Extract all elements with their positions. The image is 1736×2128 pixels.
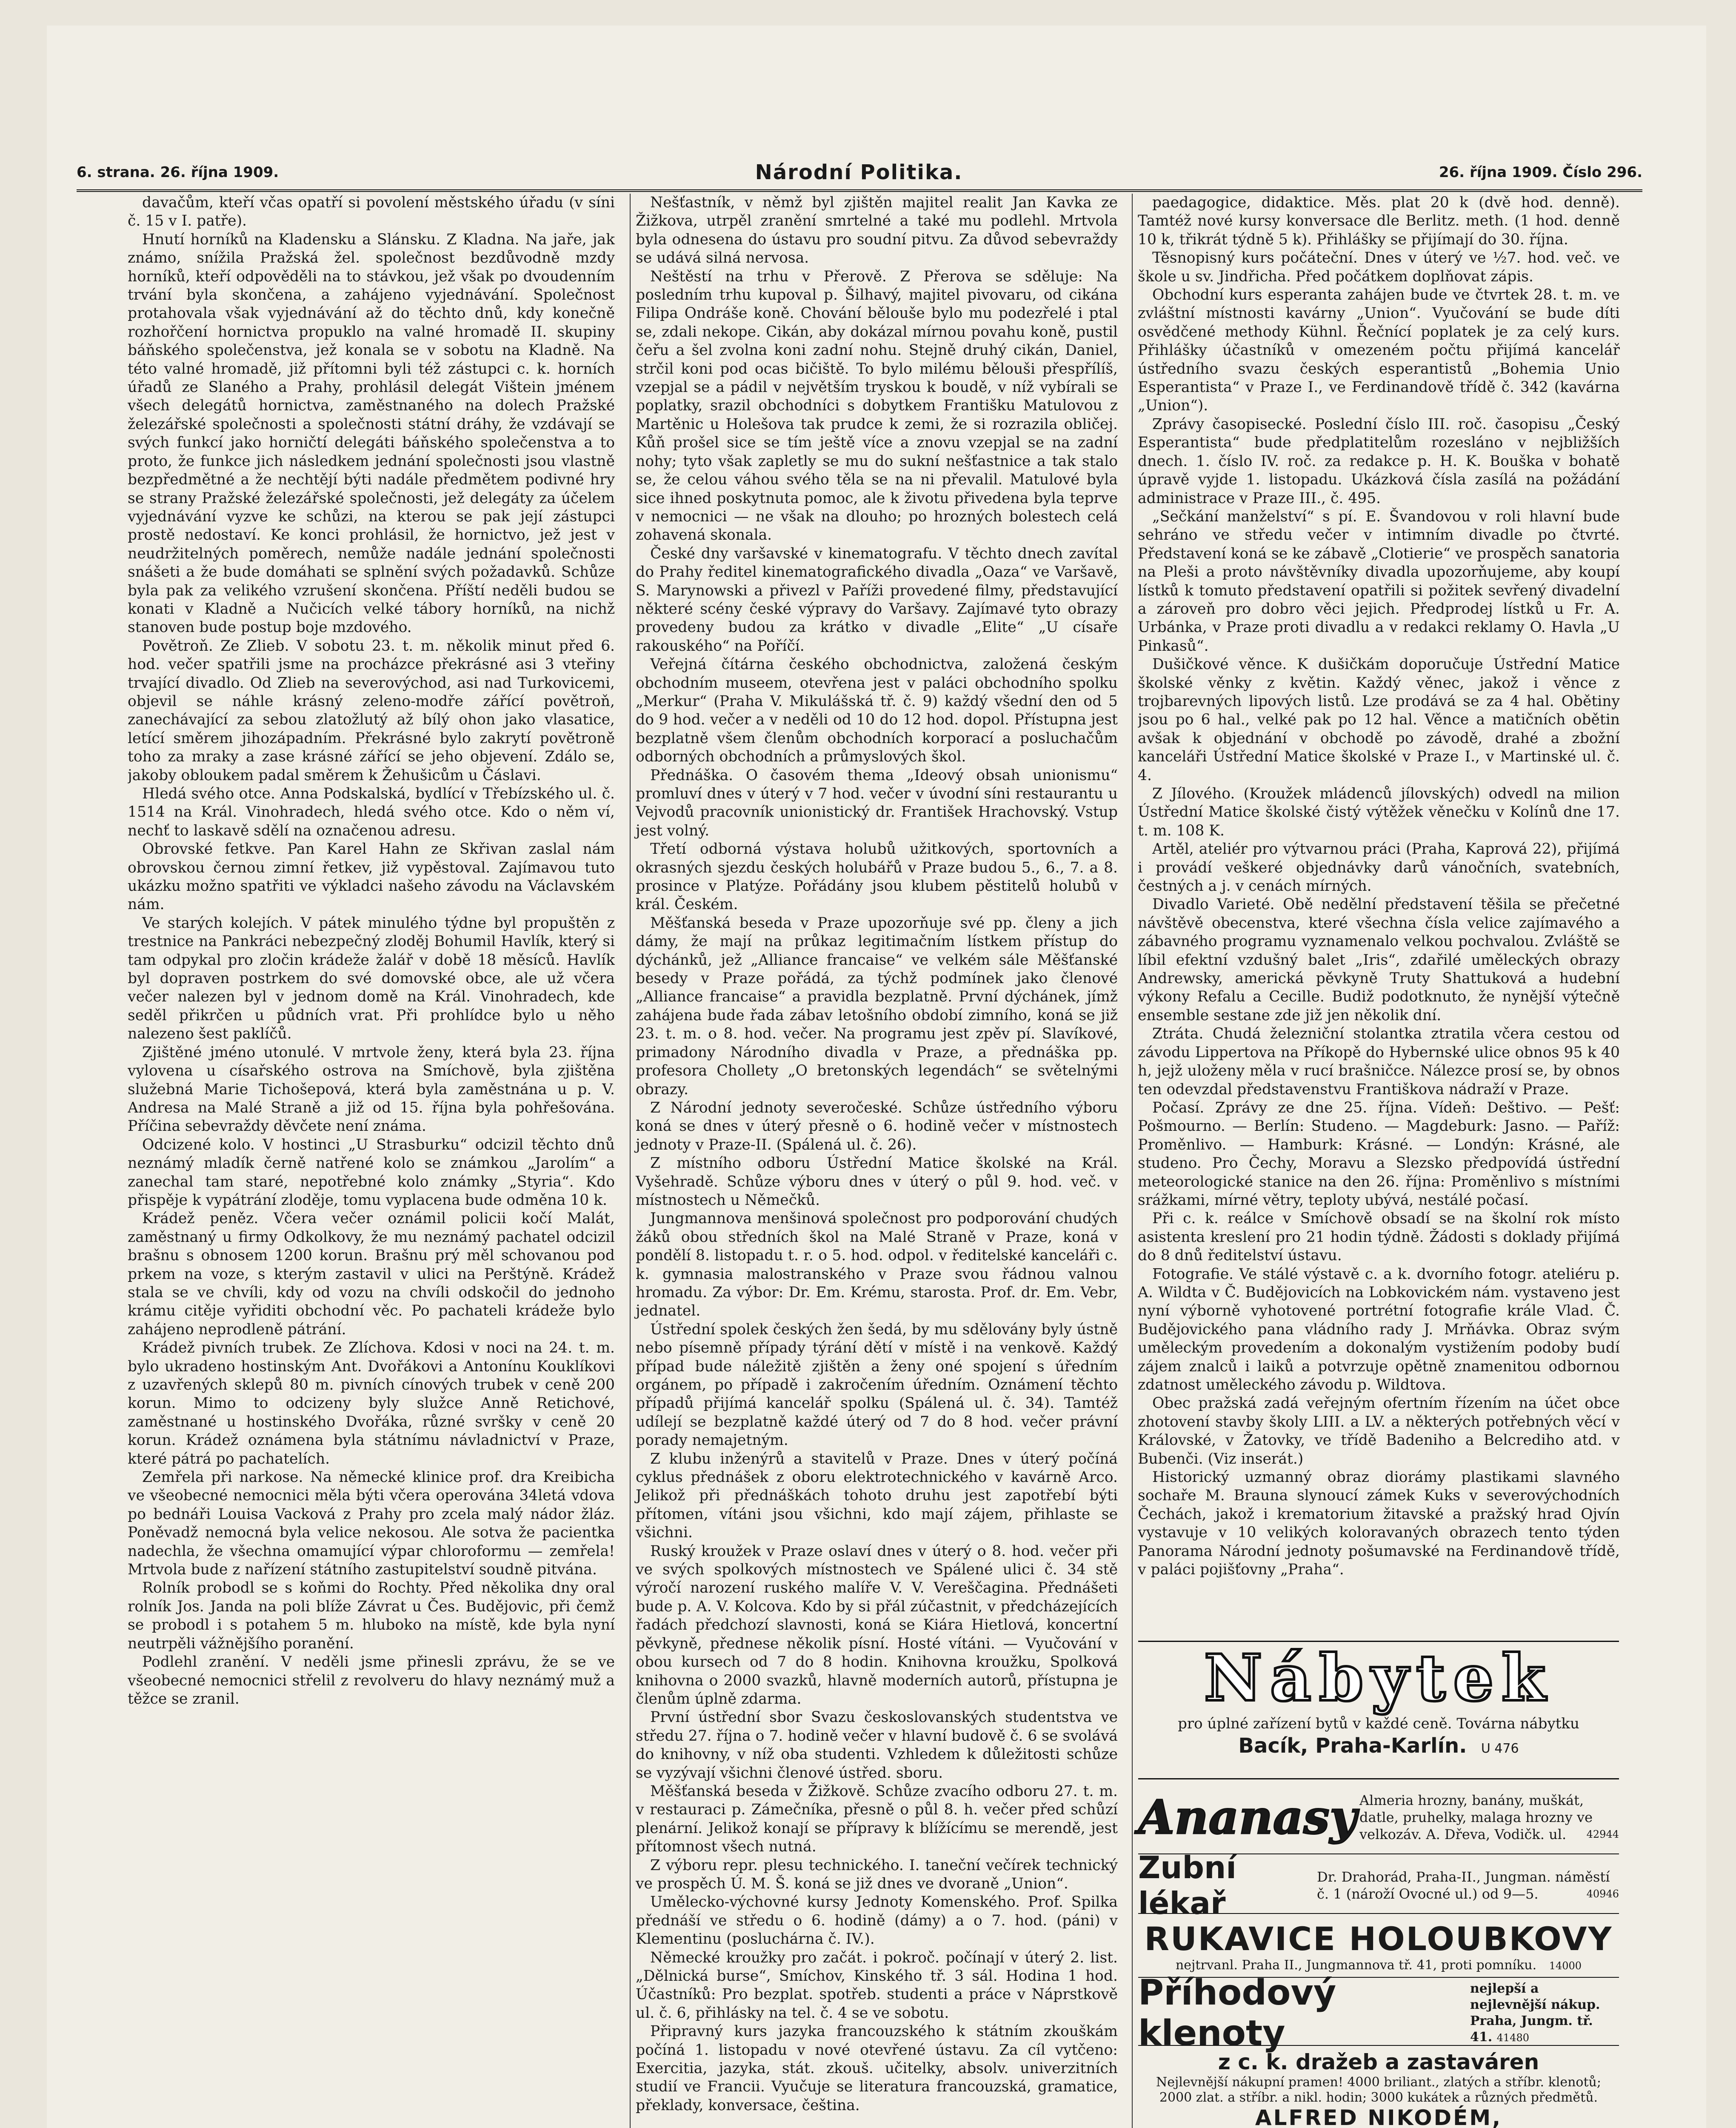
ad-ananas-title: Ananasy — [1138, 1790, 1357, 1845]
article: Krádež pivních trubek. Ze Zlíchova. Kdosi v noci na 24. t. m. bylo ukradeno hostinským Ant. Dvořákovi a Antonínu Kouklíkovi z uzavřených sklepů 80 m. pivních cínových trubek v ceně 200 korun. Mimo to odcizeny byly služce Anně Retichové, zaměstnané u hostinského Dvořáka, různé svršky v ceně 20 korun. Krádež oznámena byla státnímu návladnictví v Praze, které pátrá po pachatelích. — [128, 1339, 615, 1467]
article: Jungmannova menšinová společnost pro podporování chudých žáků obou středních škol na Malé Straně v Praze, koná v pondělí 8. listopadu t. r. o 5. hod. odpol. v ředitelské kanceláři c. k. gymnasia malostranského v Praze svou řádnou valnou hromadu. Za výbor: Dr. Em. Krému, starosta. Prof. dr. Em. Vebr, jednatel. — [636, 1210, 1118, 1320]
article: Historický uzmanný obraz diorámy plastikami slavného sochaře M. Brauna slynoucí zámek Kuks v severovýchodních Čechách, jakož i krematorium žitavské a pražský hrad Ojvín vystavuje v 10 velikých koloravaných obrazech tento týden Panorama Národní jednoty pošumavské na Ferdinandově třídě, v paláci pojišťovny „Praha“. — [1138, 1469, 1620, 1579]
column-1 — [128, 194, 615, 2128]
article: Neštěstí na trhu v Přerově. Z Přerova se sděluje: Na posledním trhu kupoval p. Šilhavý, majitel pivovaru, od cikána Filipa Ondráše koně. Chování bělouše bylo mu podezřelé i ptal se, zdali nekope. Cikán, aby dokázal mírnou povahu koně, pustil čeřu a šel zvolna koni zadní nohu. Stejně druhý cikán, Daniel, strčil koni pod ocas bičiště. To bylo milému bělouši přespřílíš, vzepjal se a pádil v největším tryskou k boudě, v níž vybírali se poplatky, srazil obchodníci s dobytkem Františku Matulovou z Martěnic u Holešova tak prudce k zemi, že si rozrazila obličej. Kůň prošel sice se tím ještě více a znovu vzepjal se na zadní nohy; tyto však zapletly se mu do sukní nešťastnice a tak stalo se, že celou váhou svého těla se na ni převalil. Matulové byla sice ihned poskytnuta pomoc, ale k životu přivedena byla teprve v nemocnici — ne však na dlouho; po hrozných bolestech celá zohavená skonala. — [636, 268, 1118, 544]
article: Nešťastník, v němž byl zjištěn majitel realit Jan Kavka ze Žižkova, utrpěl zranění smrtelné a také mu podlehl. Mrtvola byla odnesena do ústavu pro soudní pitvu. Za důvod sebevraždy se udává silná nervosa. — [636, 194, 1118, 267]
article: Ústřední spolek českých žen šedá, by mu sdělovány byly ústně nebo písemně případy týrání dětí v místě i na venkově. Každý případ bude náležitě zjištěn a ženy oné spojení s úředním orgánem, po případě i zakročením úředním. Oznámení těchto případů přijímá kancelář spolku (Spálená ul. č. 34). Tamtéž udílejí se bezplatně každé úterý od 7 do 8 hod. večer právní porady nemajetným. — [636, 1321, 1118, 1449]
ad-code: 42944 — [1586, 1828, 1619, 1840]
ad-zubni-lekar — [1138, 1850, 1619, 1921]
article: Artěl, ateliér pro výtvarnou práci (Praha, Kaprová 22), přijímá i provádí veškeré objednávky darů vánočních, svatebních, čestných a j. v cenách mírných. — [1138, 841, 1620, 895]
article: Z Jílového. (Kroužek mládenců jílovských) odvedl na milion Ústřední Matice školské čistý výtěžek věnečku v Kolínů dne 17. t. m. 108 K. — [1138, 785, 1620, 839]
article: Z místního odboru Ústřední Matice školské na Král. Vyšehradě. Schůze výboru dnes v úterý o půl 9. hod. več. v místnostech u Němečků. — [636, 1155, 1118, 1209]
article: Z výboru repr. plesu technického. I. taneční večírek technický ve prospěch Ú. M. Š. koná se již dnes ve dvoraně „Union“. — [636, 1856, 1118, 1892]
ad-klenoty-body: nejlepší a nejlevnější nákup. Praha, Jungm. tř. 41. — [1470, 1981, 1600, 2045]
article: Dušičkové věnce. K dušičkám doporučuje Ústřední Matice školské věnky z květin. Každý věnec, jakož i věnce z trojbarevných lipových listů. Lze prodává se za 4 hal. Obětiny jsou po 6 hal., velké pak po 12 hal. Věnce a matičních obětin avšak k objednání v obchodě po závodě, drahé a zbožní kanceláři Ústřední Matice školské v Praze I., v Martinské ul. č. 4. — [1138, 656, 1620, 784]
ad-ananas-body: Almeria hrozny, banány, muškát, datle, pruhelky, malaga hrozny ve velkozáv. A. Dřeva, Vodičk. ul. — [1359, 1792, 1593, 1842]
article: Hledá svého otce. Anna Podskalská, bydlící v Třebízského ul. č. 1514 na Král. Vinohradech, hledá svého otce. Kdo o něm ví, nechť to laskavě sdělí na označenou adresu. — [128, 785, 615, 839]
article: Obrovské fetkve. Pan Karel Hahn ze Skřivan zaslal nám obrovskou černou zimní řetkev, již vypěstoval. Zajímavou tuto ukázku možno spatřiti ve výkladci našeho závodu na Václavském nám. — [128, 841, 615, 913]
article: Hnutí horníků na Kladensku a Slánsku. Z Kladna. Na jaře, jak známo, snížila Pražská žel. společnost bezdůvodně mzdy horníků, kteří odpověděli na to stávkou, jež však po dvoudenním trvání byla skončena, a zahájeno vyjednávání. Společnost protahovala však vyjednávání až do těchto dnů, kdy konečně rozhořčení hornictva propuklo na valné hromadě II. skupiny báňského společenstva, jež konala se v sobotu na Kladně. Na této valné hromadě, již přítomni byli též zástupci c. k. horních úřadů ze Slaného a Prahy, prohlásil delegát Vištein jménem všech delegátů hornictva, zaměstnaného na dolech Pražské železářské společnosti a společnosti státní dráhy, že vzdávají se svých funkcí jako horničtí delegáti báňského společenstva a to proto, že funkce jich následkem jednání společnosti jsou vlastně bezpředmětné a že nechtějí býti nadále předmětem podivné hry se strany Pražské železářské společnosti, jež delegáty za účelem vyjednávání vyzve ke schůzi, na kterou se pak její zástupci prostě nedostaví. Ke konci prohlásil, že hornictvo, jež jest v neudržitelných poměrech, nemůže nadále jednání společnosti snášeti a že bude domáhati se splnění svých požadavků. Schůze byla pak za velikého vzrušení skončena. Příští neděli budou se konati v Kladně a Nučicích velké tábory horníků, na nichž stanoven bude postup boje mzdového. — [128, 231, 615, 636]
article: Z Národní jednoty severočeské. Schůze ústředního výboru koná se dnes v úterý přesně o 6. hodině večer v místnostech jednoty v Praze-II. (Spálená ul. č. 26). — [636, 1099, 1118, 1153]
masthead-title: Národní Politika. — [755, 160, 963, 184]
ad-code: 40946 — [1586, 1888, 1619, 1900]
column-3-articles — [1138, 194, 1620, 1598]
ad-nabytek-company: Bacík, Praha-Karlín. — [1238, 1734, 1467, 1758]
article: Divadlo Varieté. Obě nedělní představení těšila se přečetné návštěvě obecenstva, které všechna čísla velice zajímavého a zábavného programu vyznamenalo velkou pochvalou. Zvláště se líbil efektní vzdušný balet „Iris“, zdařilé uměleckých obrazy Andrewsky, americká pěvkyně Truty Shattuková a hudební výkony Refalu a Cecille. Budiž podotknuto, že nynější výtečně ensemble sestane zde již jen několik dní. — [1138, 896, 1620, 1024]
ad-rukavice-title: RUKAVICE HOLOUBKOVY — [1144, 1919, 1613, 1958]
ad-nabytek-title: Nábytek — [1204, 1641, 1553, 1716]
ad-zastavarna-line3: ALFRED NIKODÉM, — [1255, 2105, 1502, 2128]
article: Fotografie. Ve stálé výstavě c. a k. dvorního fotogr. ateliéru p. A. Wildta v Č. Budějovicích na Lobkovickém nám. vystaveno jest nyní výborně vyhotovené portrétní fotografie krále Vlad. Č. Budějovického pana vládního rady J. Mrňávka. Obraz svým uměleckým provedením a dokonalým vystižením podoby budí zájem znalců i laiků a potvrzuje opětně znamenitou odbornou zdatnost uměleckého závodu p. Wildtova. — [1138, 1265, 1620, 1393]
column-2 — [630, 194, 1118, 2128]
article: Z klubu inženýrů a stavitelů v Praze. Dnes v úterý počíná cyklus přednášek z oboru elektrotechnického v kavárně Arco. Jelikož při přednáškách tohoto druhu jest zapotřebí býti přítomen, vítáni jsou všichni, kdo mají zájem, přihlaste se všichni. — [636, 1450, 1118, 1542]
ad-nabytek — [1138, 1641, 1619, 1779]
ad-ananas — [1138, 1781, 1619, 1854]
ad-code: 41480 — [1496, 2031, 1530, 2044]
article: Zprávy časopisecké. Poslední číslo III. roč. časopisu „Český Esperantista“ bude předplatitelům rozesláno v nejbližších dnech. 1. číslo IV. roč. za redakce p. H. K. Bouška v bohatě úpravě vyjde 1. listopadu. Ukázková čísla zasílá na požádání administrace v Praze III., č. 495. — [1138, 415, 1620, 507]
article: Zemřela při narkose. Na německé klinice prof. dra Kreibicha ve všeobecné nemocnici měla býti včera operována 34letá vdova po bednáři Louisa Vacková z Prahy pro zcela malý nádor žláz. Poněvadž nemocná byla velice nekosou. Ale sotva že pacientka nadechla, že všechna omamující výpar chloroformu — zemřela! Mrtvola bude z nařízení státního zastupitelství soudně pitvána. — [128, 1469, 615, 1579]
article: „Sečkání manželství“ s pí. E. Švandovou v roli hlavní bude sehráno ve středu večer v intimním divadle po čtvrté. Představení koná se ke zábavě „Clotierie“ ve prospěch sanatoria na Pleši a proto návštěvníky divadla upozorňujeme, aby koupí lístků k tomuto představení opatřili si požitek sevřený divadelní a zároveň pro dobro věci jejich. Předprodej lístků u Fr. A. Urbánka, v Praze proti divadlu a v redakci reklamy O. Havla „U Pinkasů“. — [1138, 508, 1620, 655]
ad-rukavice-body: nejtrvanl. Praha II., Jungmannova tř. 41, proti pomníku. — [1175, 1957, 1537, 1973]
article: Krádež peněz. Včera večer oznámil policii kočí Malát, zaměstnaný u firmy Odkolkovy, že mu neznámý pachatel odcizil brašnu s obnosem 1200 korun. Brašnu prý měl schovanou pod prkem na voze, s kterým zastavil v ulici na Perštýně. Krádež stala se ve chvíli, kdy od vozu na chvíli odskočil do jednoho krámu citěje vyřiditi obchodní věc. Po pachateli krádeže bylo zahájeno neprodleně pátrání. — [128, 1210, 615, 1338]
article: Umělecko-výchovné kursy Jednoty Komenského. Prof. Spilka přednáší ve středu o 6. hodině (dámy) a o 7. hod. (páni) v Klementinu (posluchárna č. IV.). — [636, 1893, 1118, 1948]
ad-code: U 476 — [1481, 1741, 1519, 1756]
ad-klenoty — [1138, 1973, 1619, 2054]
article: Při c. k. reálce v Smíchově obsadí se na školní rok místo asistenta kreslení pro 21 hodin týdně. Žádosti s doklady přijímá do 8 dnů ředitelství ústavu. — [1138, 1210, 1620, 1264]
article: Odcizené kolo. V hostinci „U Strasburku“ odcizil těchto dnů neznámý mladík černě natřené kolo se známkou „Jarolím“ a zanechal tam staré, nepotřebné kolo známky „Styria“. Kdo přispěje k vypátrání zloděje, tomu vyplacena bude odměna 10 k. — [128, 1136, 615, 1209]
article: První ústřední sbor Svazu českoslovanských studentstva ve středu 27. října o 7. hodině večer v hlavní budově č. 6 se svolává do knihovny, v níž oba studenti. Vzhledem k důležitosti schůze se vyzývají všichni členové ústřed. sboru. — [636, 1709, 1118, 1782]
article: České dny varšavské v kinematografu. V těchto dnech zavítal do Prahy ředitel kinematografického divadla „Oaza“ ve Varšavě, S. Marynowski a přivezl v Paříži provedené filmy, představující některé scény české výpravy do Varšavy. Zajímavé tyto obrazy provedeny budou za krátko v divadle „Elite“ „U císaře rakouského“ na Poříčí. — [636, 545, 1118, 655]
header-right: 26. října 1909. Číslo 296. — [1439, 164, 1642, 181]
article: Připravný kurs jazyka francouzského k státním zkouškám počíná 1. listopadu v nové otevřené ústavu. Za cíl vytčeno: Exercitia, jazyka, stát. zkouš. učitelky, absolv. univerzitních studií ve Francii. Vyučuje se literatura francouzská, gramatice, překlady, konversace, čeština. — [636, 2023, 1118, 2114]
ad-nabytek-line2 — [1138, 1733, 1619, 1762]
article: Obec pražská zadá veřejným ofertním řízením na účet obce zhotovení stavby školy LIII. a LV. a některých potřebných věcí v Královské, v Žatovky, ve třídě Badeniho a Belcrediho atd. v Bubenči. (Viz inserát.) — [1138, 1395, 1620, 1467]
article: Měšťanská beseda v Praze upozorňuje své pp. členy a jich dámy, že mají na průkaz legitimačním lístkem přístup do dýchánků, jež „Alliance francaise“ ve velkém sále Měšťanské besedy v Praze pořádá, za týchž podmínek jako členové „Alliance francaise“ a pravidla bezplatně. První dýchánek, jímž zahájena bude řada zábav letošního období zimního, koná se již 23. t. m. o 8. hod. večer. Na programu jest zpěv pí. Slavíkové, primadony Národního divadla v Praze, a přednáška pp. profesora Chollety „O bretonských legendách“ se světelnými obrazy. — [636, 914, 1118, 1098]
article: Obchodní kurs esperanta zahájen bude ve čtvrtek 28. t. m. ve zvláštní místnosti kavárny „Union“. Vyučování se bude díti osvědčené methody Kühnl. Řečnící poplatek je za celý kurs. Přihlášky účastníků v omezeném počtu přijímá kancelář ústředního svazu českých esperantistů „Bohemia Unio Esperantista“ v Praze I., ve Ferdinandově třídě č. 342 (kavárna „Union“). — [1138, 286, 1620, 415]
header-left: 6. strana. 26. října 1909. — [77, 164, 279, 181]
article: Rolník probodl se s koňmi do Rochty. Před několika dny oral rolník Jos. Janda na poli blíže Závrat u Čes. Budějovic, při čemž se probodl i s potahem 5 m. hluboko na místě, kde byla nyní neutrpěli vážnějšího poranění. — [128, 1579, 615, 1652]
ad-klenoty-text — [1470, 1981, 1619, 2046]
ad-nabytek-line1: pro úplné zařízení bytů v každé ceně. Továrna nábytku — [1178, 1715, 1579, 1732]
ad-code: 14000 — [1549, 1959, 1582, 1972]
ad-zubni-body: Dr. Drahorád, Praha-II., Jungman. náměstí č. 1 (nároží Ovocné ul.) od 9—5. — [1317, 1869, 1610, 1902]
ad-zastavarna — [1138, 2049, 1619, 2128]
article: Těsnopisný kurs počáteční. Dnes v úterý ve ½7. hod. več. ve škole u sv. Jindřicha. Před počátkem doplňovat zápis. — [1138, 249, 1620, 285]
article: Počasí. Zprávy ze dne 25. října. Vídeň: Deštivo. — Pešť: Pošmourno. — Berlín: Studeno. — Magdeburk: Jasno. — Paříž: Proměnlivo. — Hamburk: Krásné. — Londýn: Krásné, ale studeno. Pro Čechy, Moravu a Slezsko předpovídá ústřední meteorologické stanice na den 26. října: Proměnlivo s místními srážkami, mírné větry, teploty ubývá, nestálé počasí. — [1138, 1099, 1620, 1209]
ad-zastavarna-line1: z c. k. dražeb a zastaváren — [1218, 2050, 1539, 2074]
ad-rukavice — [1138, 1917, 1619, 1978]
ad-zubni-title: Zubní lékař — [1138, 1850, 1236, 1921]
article: Ruský kroužek v Praze oslaví dnes v úterý o 8. hod. večer při ve svých spolkových místnostech ve Spálené ulici č. 34 stě výročí narození ruského malíře V. V. Vereščagina. Přednášeti bude p. A. V. Kolcova. Kdo by si přál zúčastnit, v předcházejících řadách předchozí slavnosti, koná se Kiára Hietlová, koncertní pěvkyně, přednese několik písní. Hosté vítáni. — Vyučování v obou kursech od 7 do 8 hodin. Knihovna kroužku, Spolková knihovna o 2000 svazků, hlavně moderních autorů, přístupna je členům úplně zdarma. — [636, 1542, 1118, 1708]
page-header — [77, 155, 1642, 192]
ad-ananas-text — [1359, 1792, 1619, 1843]
article: Podlehl zranění. V neděli jsme přinesli zprávu, že se ve všeobecné nemocnici střelil z revolveru do hlavy neznámý muž a těžce se zranil. — [128, 1653, 615, 1708]
article: Ztráta. Chudá železniční stolantka ztratila včera cestou od závodu Lippertova na Příkopě do Hybernské ulice obnos 95 k 40 h, jejž uloženy měla v rucí brašničce. Nálezce prosí se, by obnos ten odevzdal představenstvu Františkova nádraží v Praze. — [1138, 1025, 1620, 1098]
ad-zubni-text — [1317, 1868, 1619, 1902]
ad-zastavarna-line2: Nejlevnější nákupní pramen! 4000 briliant., zlatých a stříbr. klenotů; 2000 zlat. a stříbr. a nikl. hodin; 3000 kukátek a různých předmětů. — [1156, 2075, 1601, 2105]
article: Přednáška. O časovém thema „Ideový obsah unionismu“ promluví dnes v úterý v 7 hod. večer v úvodní síni restaurantu u Vejvodů pracovník unionistický dr. František Hrachovský. Vstup jest volný. — [636, 767, 1118, 839]
article: Veřejná čítárna českého obchodnictva, založená českým obchodním museem, otevřena jest v paláci obchodního spolku „Merkur“ (Praha V. Mikulášská tř. č. 9) každý všední den od 5 do 9 hod. večer a v neděli od 10 do 12 hod. dopol. Přístupna jest bezplatně všem členům obchodních korporací a posluchačům odborných obchodních a průmyslových škol. — [636, 656, 1118, 766]
ad-klenoty-title: Příhodový klenoty — [1138, 1973, 1336, 2054]
article: Povětroň. Ze Zlieb. V sobotu 23. t. m. několik minut před 6. hod. večer spatřili jsme na procházce překrásné asi 3 vteřiny trvající divadlo. Od Zlieb na severovýchod, asi nad Turkovicemi, objevil se náhle krásný zeleno-modře zářící povětroň, zanechávající za sebou zlatožlutý až bílý ohon jako vlasatice, letící směrem jihozápadním. Překrásné bylo zakrytí povětroně toho za mraky a zase krásné zářící se jeho objevení. Zdálo se, jakoby obloukem padal směrem k Žehušicům u Čáslavi. — [128, 637, 615, 784]
article: Ve starých kolejích. V pátek minulého týdne byl propuštěn z trestnice na Pankráci nebezpečný zloděj Bohumil Havlík, který si tam odpykal pro zločin krádeže žalář v době 18 měsíců. Havlík byl dopraven postrkem do své domovské obce, ale už včera večer nalezen byl v jednom domě na Král. Vinohradech, kde seděl přikrčen u půdních vrat. Při prohlídce bylo u něho nalezeno šest paklíčů. — [128, 914, 615, 1043]
article: paedagogice, didaktice. Měs. plat 20 k (dvě hod. denně). Tamtéž nové kursy konversace dle Berlitz. meth. (1 hod. denně 10 k, třikrát týdně 5 k). Přihlášky se přijímají do 30. října. — [1138, 194, 1620, 248]
ad-rukavice-text — [1176, 1957, 1582, 1974]
article: Měšťanská beseda v Žižkově. Schůze zvacího odboru 27. t. m. v restauraci p. Zámečníka, přesně o půl 8. h. večer před schůzí plenární. Jelikož konají se přípravy k blížícímu se merendě, jest přítomnost všech nutná. — [636, 1782, 1118, 1856]
article: Německé kroužky pro začát. i pokroč. počínají v úterý 2. list. „Dělnická burse“, Smíchov, Kinského tř. 3 sál. Hodina 1 hod. Účastníků: Pro bezplat. spotřeb. studenti a práce v Náprstkově ul. č. 6, přihlásky na tel. č. 4 se ve sobotu. — [636, 1949, 1118, 2022]
article: Třetí odborná výstava holubů užitkových, sportovních a okrasných sjezdu českých holubářů v Praze budou 5., 6., 7. a 8. prosince v Platýze. Pořádány jsou klubem pěstitelů holubů v král. Českém. — [636, 841, 1118, 913]
article: davačům, kteří včas opatří si povolení městského úřadu (v síni č. 15 v I. patře). — [128, 194, 615, 230]
article: Zjištěné jméno utonulé. V mrtvole ženy, která byla 23. října vylovena u císařského ostrova na Smíchově, byla zjištěna služebná Marie Tichošepová, která byla zaměstnána u p. V. Andresa na Malé Straně a již od 15. října byla pohřešována. Příčina sebevraždy děvčete není známa. — [128, 1044, 615, 1135]
